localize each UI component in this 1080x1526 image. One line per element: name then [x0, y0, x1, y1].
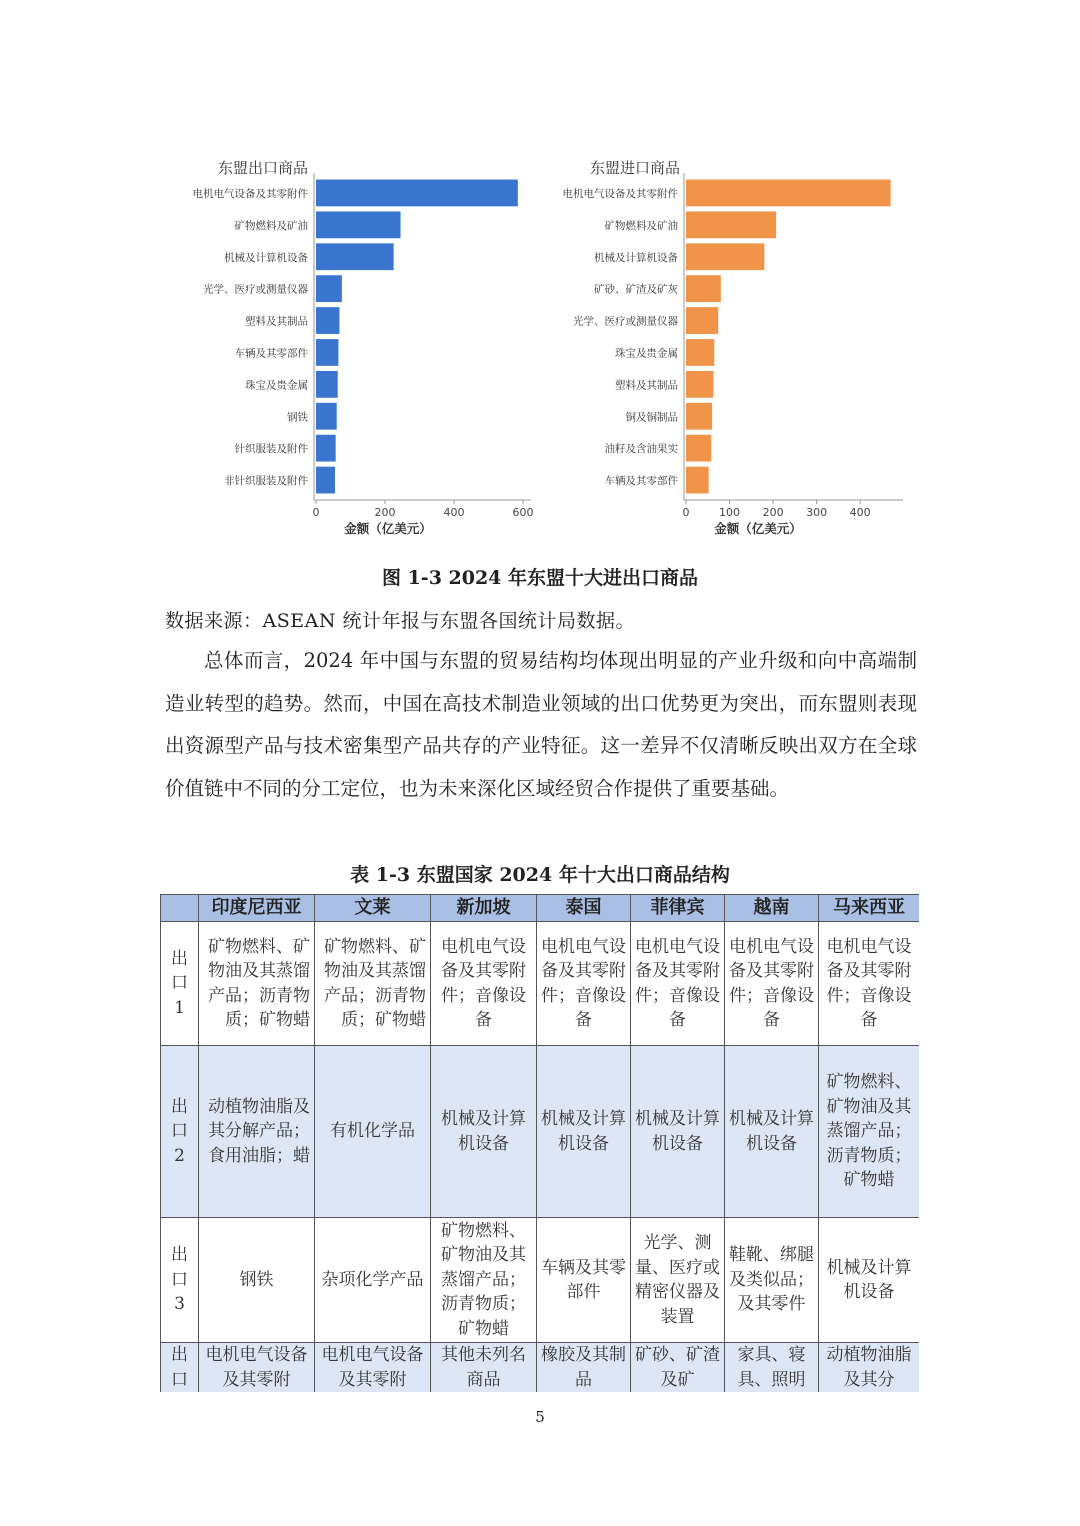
x-tick-label: 200 — [762, 506, 784, 519]
x-tick-label: 0 — [682, 506, 690, 519]
table-cell: 光学、测量、医疗或精密仪器及装置 — [631, 1218, 725, 1343]
table-header-row — [161, 895, 920, 922]
category-label: 铜及铜制品 — [625, 411, 678, 424]
x-tick-label: 400 — [443, 506, 465, 519]
x-tick-label: 100 — [719, 506, 741, 519]
table-cell: 橡胶及其制品 — [537, 1343, 631, 1393]
header-cell: 印度尼西亚 — [199, 895, 315, 922]
category-label: 光学、医疗或测量仪器 — [203, 283, 308, 296]
table-cell: 机械及计算机设备 — [725, 1046, 819, 1218]
header-cell: 越南 — [725, 895, 819, 922]
figure-caption: 图 1-3 2024 年东盟十大进出口商品 — [381, 567, 699, 589]
bar — [686, 180, 891, 207]
table-cell: 机械及计算机设备 — [537, 1046, 631, 1218]
category-label: 矿物燃料及矿油 — [604, 219, 678, 232]
x-axis-label: 金额（亿美元） — [344, 521, 432, 536]
table-cell: 机械及计算机设备 — [631, 1046, 725, 1218]
bar — [316, 275, 342, 302]
x-axis-label: 金额（亿美元） — [714, 521, 802, 536]
header-cell: 菲律宾 — [631, 895, 725, 922]
table-cell: 电机电气设备及其零附件；音像设备 — [819, 922, 920, 1046]
table-row — [161, 1046, 920, 1218]
x-tick-label: 600 — [512, 506, 534, 519]
data-source-note: 数据来源：ASEAN 统计年报与东盟各国统计局数据。 — [165, 610, 635, 632]
category-label: 油籽及含油果实 — [604, 443, 678, 456]
category-label: 钢铁 — [287, 411, 308, 424]
table-cell: 矿砂、矿渣及矿 — [631, 1343, 725, 1393]
category-label: 电机电气设备及其零附件 — [192, 187, 308, 200]
table-cell: 钢铁 — [199, 1218, 315, 1343]
bar — [686, 243, 764, 270]
chart-title: 东盟出口商品 — [218, 159, 309, 177]
table-cell: 电机电气设备及其零附件；音像设备 — [537, 922, 631, 1046]
bar — [316, 180, 518, 207]
category-label: 光学、医疗或测量仪器 — [573, 315, 678, 328]
table-cell: 电机电气设备及其零附 — [315, 1343, 431, 1393]
category-label: 机械及计算机设备 — [224, 251, 308, 264]
page-number: 5 — [535, 1408, 545, 1426]
header-cell: 文莱 — [315, 895, 431, 922]
header-cell: 马来西亚 — [819, 895, 920, 922]
body-paragraph: 总体而言，2024 年中国与东盟的贸易结构均体现出明显的产业升级和向中高端制造业转型的趋势。然而，中国在高技术制造业领域的出口优势更为突出，而东盟则表现出资源型产品与技术密集型产品共存的产业特征。这一差异不仅清晰反映出双方在全球价值链中不同的分工定位，也为未来深化区域经贸合作提供了重要基础。 — [165, 649, 917, 800]
table-cell: 其他未列名商品 — [431, 1343, 537, 1393]
export-structure-table-container — [160, 894, 919, 1392]
bar — [316, 435, 336, 462]
table-cell: 杂项化学产品 — [315, 1218, 431, 1343]
x-tick-label: 300 — [806, 506, 828, 519]
bar — [686, 371, 713, 398]
export-chart — [170, 150, 545, 545]
table-cell: 鞋靴、绑腿及类似品；及其零件 — [725, 1218, 819, 1343]
bar — [316, 371, 338, 398]
category-label: 针织服装及附件 — [234, 443, 308, 456]
table-caption: 表 1-3 东盟国家 2024 年十大出口商品结构 — [350, 864, 730, 886]
category-label: 非针织服装及附件 — [224, 475, 308, 488]
export-chart-container — [170, 150, 545, 549]
table-cell: 电机电气设备及其零附件；音像设备 — [631, 922, 725, 1046]
bar — [686, 435, 711, 462]
bar — [316, 243, 394, 270]
bar — [316, 339, 338, 366]
bar — [316, 211, 401, 238]
category-label: 矿物燃料及矿油 — [234, 219, 308, 232]
import-chart — [540, 150, 915, 545]
table-row — [161, 1343, 920, 1393]
bar — [686, 211, 776, 238]
table-cell: 矿物燃料、矿物油及其蒸馏产品；沥青物质；矿物蜡 — [315, 922, 431, 1046]
bar — [316, 467, 335, 494]
category-label: 电机电气设备及其零附件 — [562, 187, 678, 200]
header-cell: 泰国 — [537, 895, 631, 922]
category-label: 机械及计算机设备 — [594, 251, 678, 264]
category-label: 车辆及其零部件 — [234, 347, 308, 360]
header-cell: 新加坡 — [431, 895, 537, 922]
export-structure-table — [160, 894, 919, 1392]
table-cell: 车辆及其零部件 — [537, 1218, 631, 1343]
table-cell: 家具、寝具、照明 — [725, 1343, 819, 1393]
table-cell: 矿物燃料、矿物油及其蒸馏产品；沥青物质；矿物蜡 — [199, 922, 315, 1046]
table-cell: 机械及计算机设备 — [819, 1218, 920, 1343]
x-tick-label: 400 — [849, 506, 871, 519]
category-label: 塑料及其制品 — [615, 379, 678, 392]
table-cell: 动植物油脂及其分 — [819, 1343, 920, 1393]
category-label: 矿砂、矿渣及矿灰 — [594, 283, 678, 296]
bar — [316, 403, 337, 430]
bar — [316, 307, 339, 334]
bar — [686, 275, 721, 302]
x-tick-label: 0 — [312, 506, 320, 519]
bar — [686, 339, 714, 366]
table-cell: 矿物燃料、矿物油及其蒸馏产品；沥青物质；矿物蜡 — [431, 1218, 537, 1343]
header-cell — [161, 895, 199, 922]
table-cell: 矿物燃料、矿物油及其蒸馏产品；沥青物质；矿物蜡 — [819, 1046, 920, 1218]
chart-title: 东盟进口商品 — [590, 159, 681, 177]
table-cell: 有机化学品 — [315, 1046, 431, 1218]
row-label: 出 口 3 — [161, 1218, 199, 1343]
bar — [686, 467, 709, 494]
table-row — [161, 1218, 920, 1343]
table-cell: 电机电气设备及其零附 — [199, 1343, 315, 1393]
row-label: 出 口 1 — [161, 922, 199, 1046]
row-label: 出 口 — [161, 1343, 199, 1393]
x-tick-label: 200 — [374, 506, 396, 519]
category-label: 珠宝及贵金属 — [615, 347, 678, 360]
table-cell: 机械及计算机设备 — [431, 1046, 537, 1218]
category-label: 塑料及其制品 — [245, 315, 308, 328]
bar — [686, 307, 718, 334]
row-label: 出 口 2 — [161, 1046, 199, 1218]
import-chart-container — [540, 150, 915, 549]
bar — [686, 403, 712, 430]
category-label: 珠宝及贵金属 — [245, 379, 308, 392]
table-cell: 电机电气设备及其零附件；音像设备 — [431, 922, 537, 1046]
category-label: 车辆及其零部件 — [604, 475, 678, 488]
table-cell: 电机电气设备及其零附件；音像设备 — [725, 922, 819, 1046]
table-cell: 动植物油脂及其分解产品；食用油脂；蜡 — [199, 1046, 315, 1218]
table-row — [161, 922, 920, 1046]
